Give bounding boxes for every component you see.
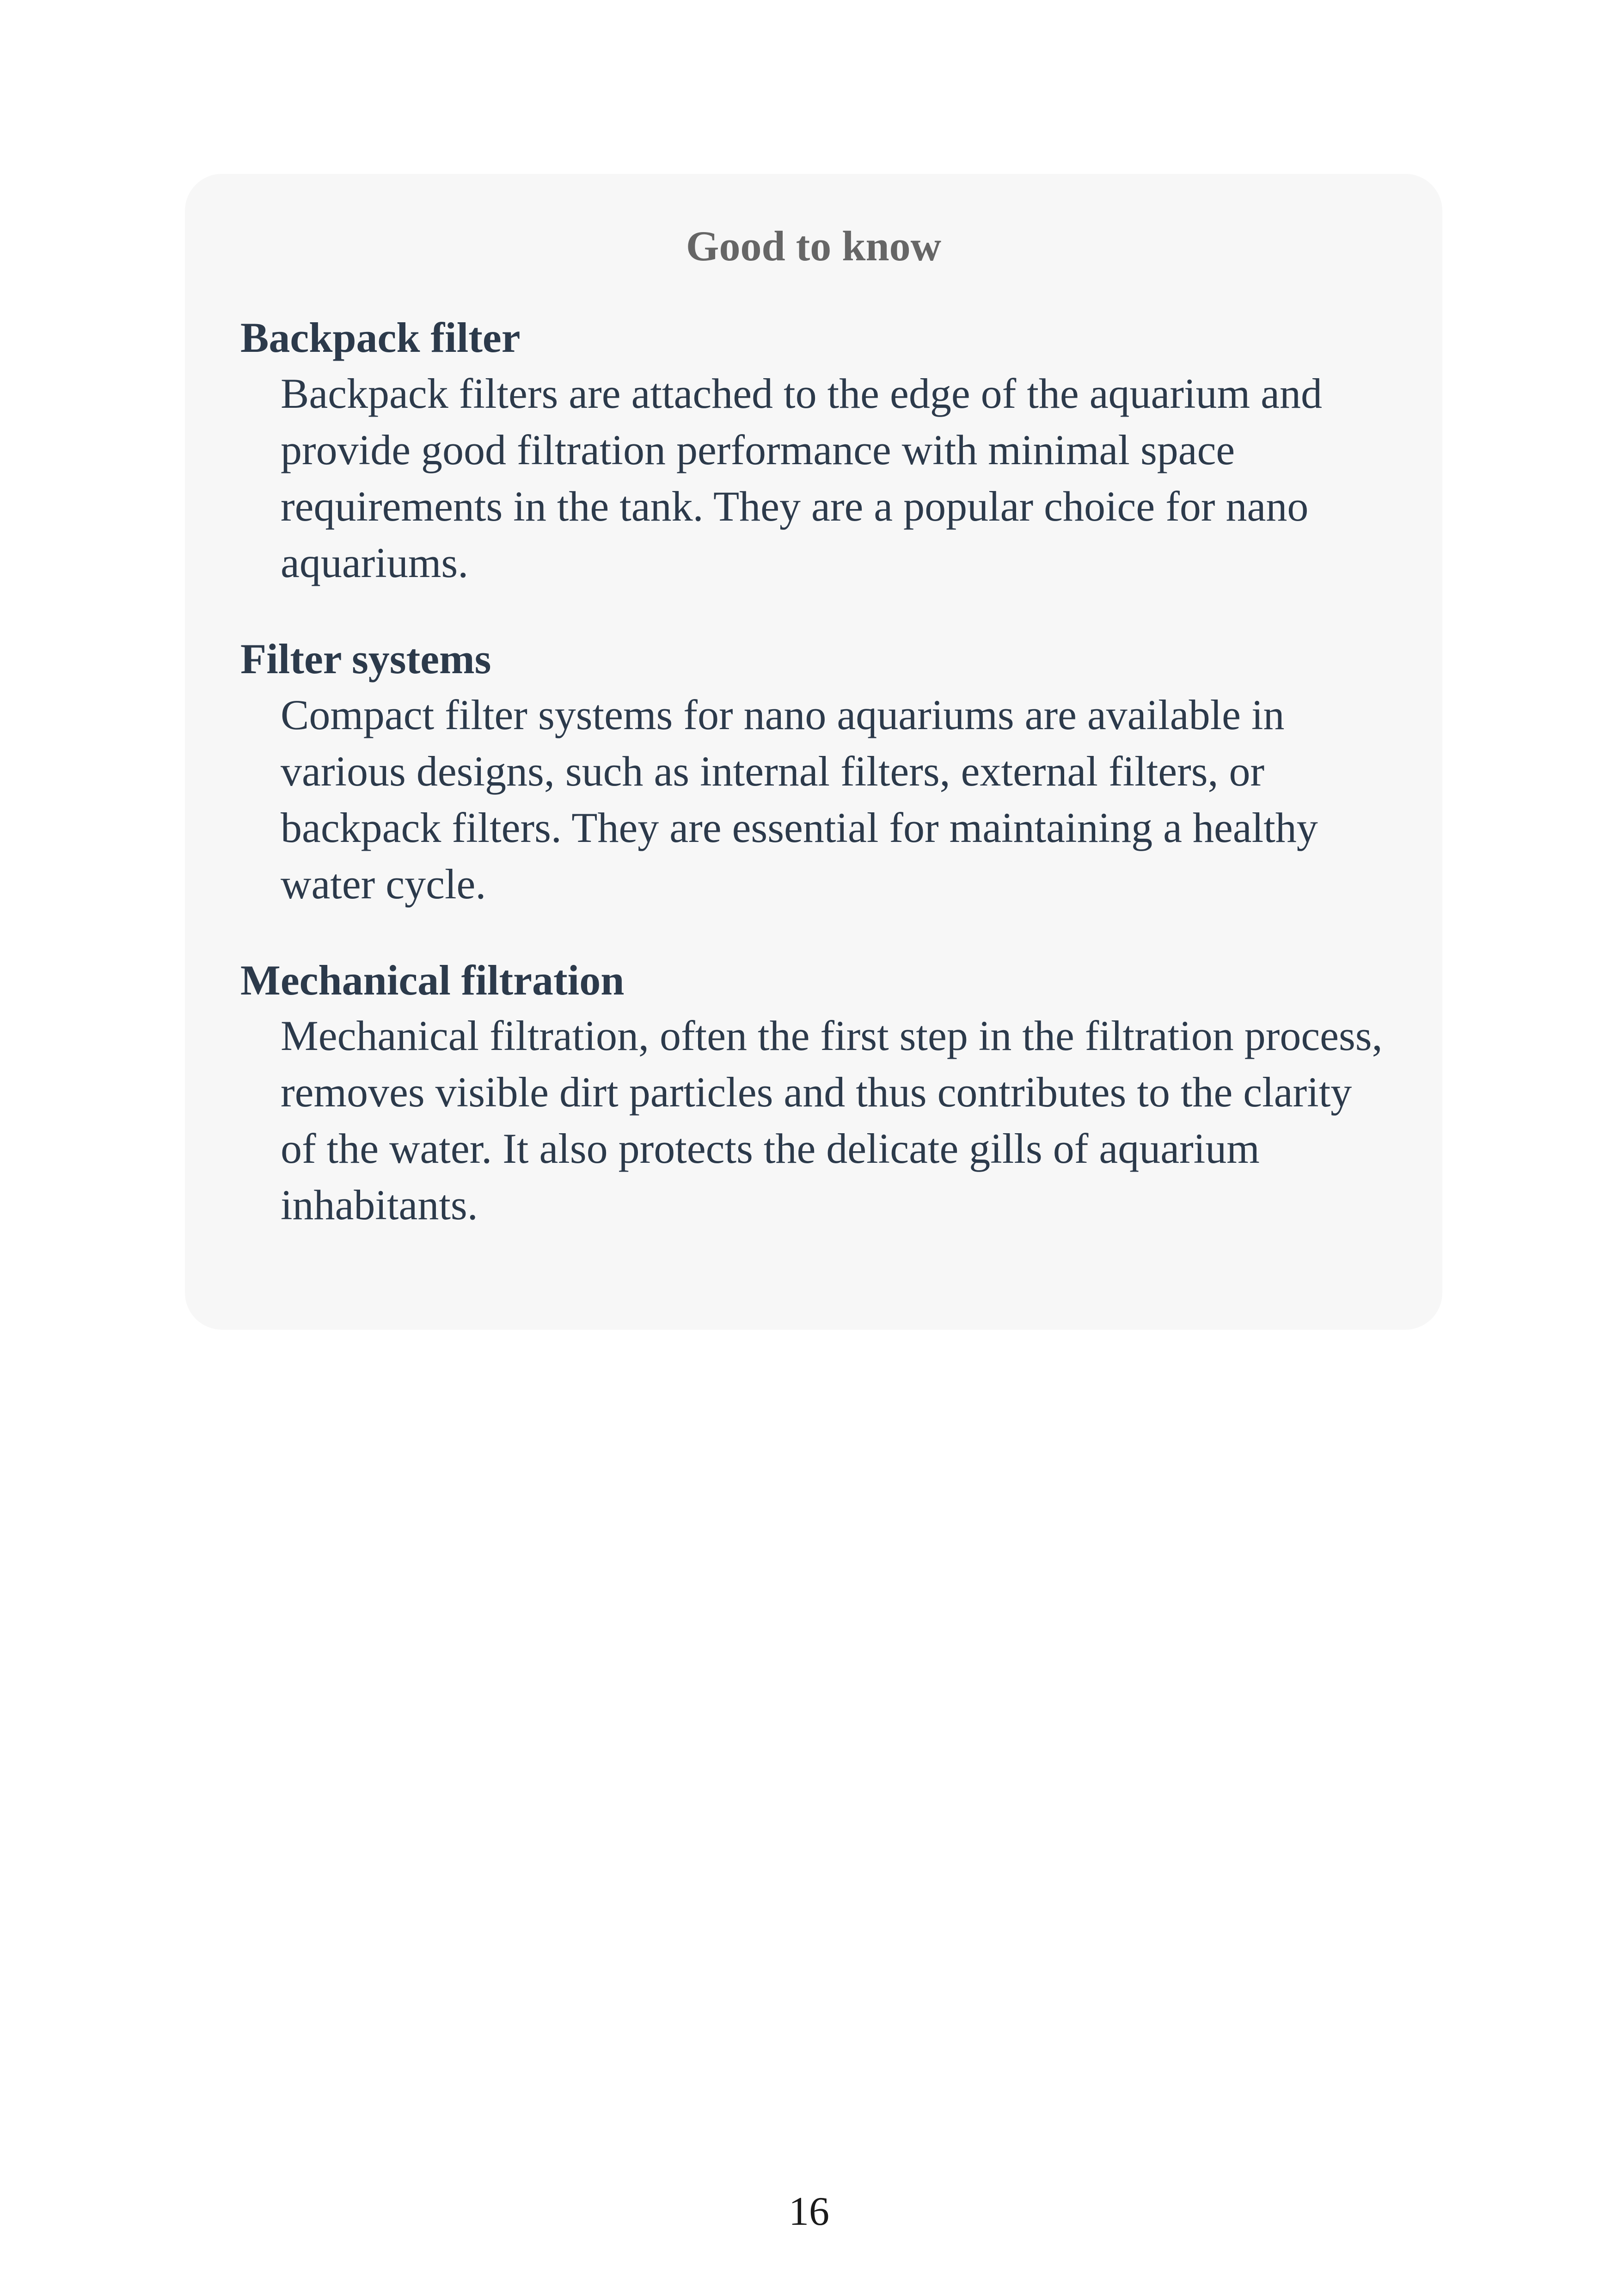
box-title: Good to know [686, 222, 942, 270]
glossary-description: Compact filter systems for nano aquariums are available in various designs, such as internal filters, external filters, or backpack filters. They are essential for maintaining a healthy water cycle. [281, 691, 1318, 908]
glossary-term: Filter systems [240, 635, 491, 682]
glossary-description: Backpack filters are attached to the edge of the aquarium and provide good filtration performance with minimal space requirements in the tank. They are a popular choice for nano aquariums. [281, 369, 1322, 586]
glossary-term: Backpack filter [240, 314, 521, 361]
glossary-entry-mechanical-filtration [240, 956, 1387, 1234]
glossary-entry-filter-systems [240, 635, 1387, 912]
page-number: 16 [789, 2189, 829, 2234]
glossary-description: Mechanical filtration, often the first step in the filtration process, removes visible dirt particles and thus contributes to the clarity of the water. It also protects the delicate gills of aquarium inhabitants. [281, 1012, 1383, 1229]
good-to-know-box [185, 174, 1442, 1330]
glossary-entry-backpack-filter [240, 313, 1387, 591]
glossary-term: Mechanical filtration [240, 956, 625, 1004]
